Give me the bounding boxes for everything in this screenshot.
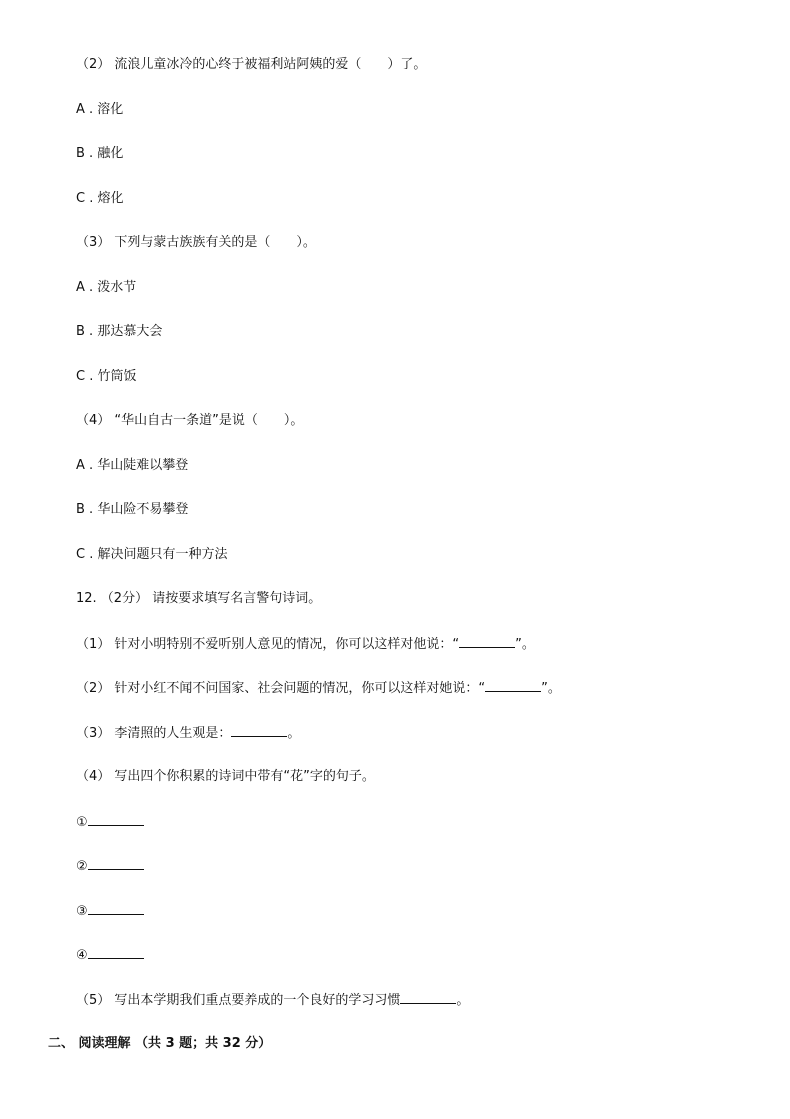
answer-line-12-4-4 [76,946,144,965]
answer-blank-12-5[interactable] [400,991,456,1004]
question-12-1-text: （1） 针对小明特别不爱听别人意见的情况，你可以这样对他说：“ [76,637,460,652]
option-11-2-c: C . 熔化 [76,191,124,206]
answer-line-12-4-1 [76,813,144,832]
question-12-1 [76,635,535,654]
answer-blank-12-3[interactable] [231,724,287,737]
option-11-2-a: A . 溶化 [76,102,124,117]
question-12-2-text: （2） 针对小红不闻不问国家、社会问题的情况，你可以这样对她说：“ [76,681,486,696]
question-12-3-text: （3） 李清照的人生观是： [76,726,232,741]
answer-blank-12-2[interactable] [485,679,541,692]
question-12-4: （4） 写出四个你积累的诗词中带有“花”字的句子。 [76,769,375,784]
question-12-2-tail: ”。 [541,681,561,696]
option-11-4-c: C . 解决问题只有一种方法 [76,547,228,562]
option-11-2-b: B . 融化 [76,146,124,161]
answer-line-12-4-3 [76,902,144,921]
question-12-2 [76,679,561,698]
option-11-3-c: C . 竹筒饭 [76,369,137,384]
answer-blank-12-4-1[interactable] [88,813,144,826]
question-11-4: （4） “华山自古一条道”是说（ ）。 [76,413,304,428]
marker-2: ② [76,859,88,874]
question-11-2: （2） 流浪儿童冰冷的心终于被福利站阿姨的爱（ ）了。 [76,57,427,72]
question-12-3-tail: 。 [287,726,301,741]
option-11-3-a: A . 泼水节 [76,280,137,295]
question-12-3 [76,724,300,743]
answer-line-12-4-2 [76,857,144,876]
option-11-4-b: B . 华山险不易攀登 [76,502,189,517]
question-12-5-text: （5） 写出本学期我们重点要养成的一个良好的学习习惯 [76,993,401,1008]
marker-1: ① [76,815,88,830]
question-12-1-tail: ”。 [515,637,535,652]
answer-blank-12-4-3[interactable] [88,902,144,915]
answer-blank-12-4-4[interactable] [88,946,144,959]
section-2-heading: 二、 阅读理解 （共 3 题；共 32 分） [48,1036,272,1051]
answer-blank-12-4-2[interactable] [88,857,144,870]
answer-blank-12-1[interactable] [459,635,515,648]
question-11-3: （3） 下列与蒙古族族有关的是（ ）。 [76,235,316,250]
option-11-4-a: A . 华山陡难以攀登 [76,458,189,473]
question-12-5-tail: 。 [456,993,470,1008]
question-12-title: 12. （2分） 请按要求填写名言警句诗词。 [76,591,322,606]
option-11-3-b: B . 那达慕大会 [76,324,163,339]
marker-4: ④ [76,948,88,963]
question-12-5 [76,991,469,1010]
marker-3: ③ [76,904,88,919]
